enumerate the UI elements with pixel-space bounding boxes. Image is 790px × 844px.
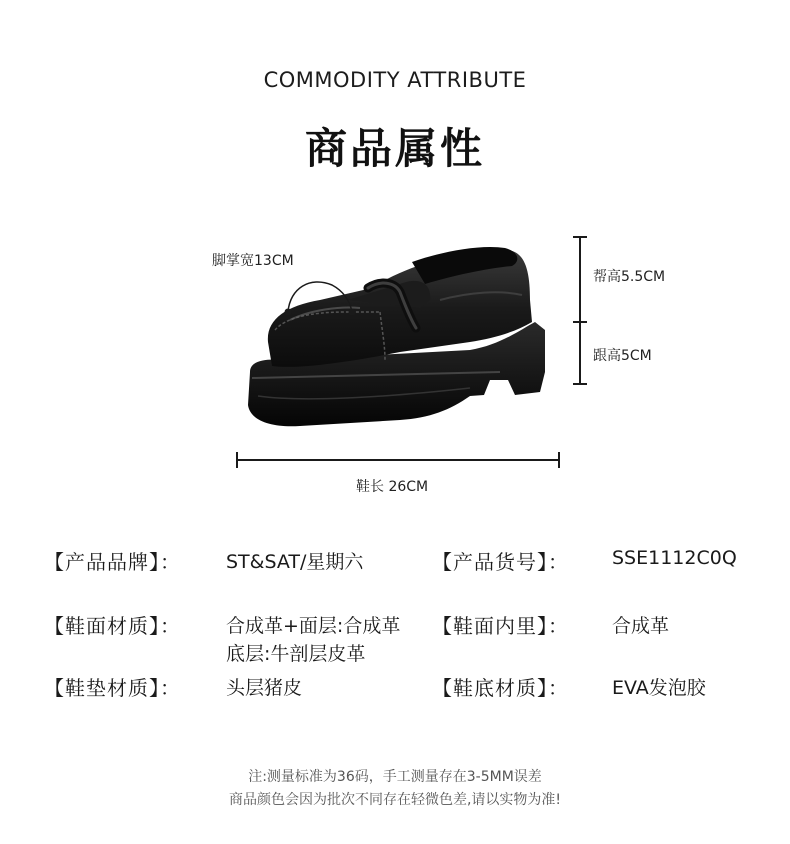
heel-height-label: 跟高5CM <box>593 348 652 364</box>
insole-label: 【鞋垫材质】： <box>44 676 181 700</box>
length-ruler <box>237 452 559 468</box>
forefoot-width-label: 脚掌宽13CM <box>212 253 294 269</box>
title-english: COMMODITY ATTRIBUTE <box>263 68 527 92</box>
upper-material-label: 【鞋面材质】： <box>44 614 181 638</box>
insole-value: 头层猪皮 <box>226 677 303 699</box>
shoe-length-label: 鞋长 26CM <box>356 479 429 495</box>
item-number-label: 【产品货号】： <box>432 550 569 574</box>
upper-material-value-line2: 底层:牛剖层皮革 <box>226 643 366 665</box>
title-chinese: 商品属性 <box>304 124 485 173</box>
color-note: 商品颜色会因为批次不同存在轻微色差,请以实物为准! <box>228 792 562 808</box>
brand-value: ST&SAT/星期六 <box>226 551 364 573</box>
upper-height-label: 帮高5.5CM <box>593 269 666 285</box>
lining-label: 【鞋面内里】： <box>432 614 569 638</box>
sole-value: EVA发泡胶 <box>612 677 706 699</box>
height-ruler <box>573 237 587 384</box>
measurement-note: 注:测量标准为36码，手工测量存在3-5MM误差 <box>248 769 542 785</box>
sole-label: 【鞋底材质】： <box>432 676 569 700</box>
upper-material-value-line1: 合成革+面层:合成革 <box>226 615 401 637</box>
brand-label: 【产品品牌】： <box>44 550 181 574</box>
lining-value: 合成革 <box>612 615 670 637</box>
item-number-value: SSE1112C0Q <box>612 547 737 569</box>
loafer-shoe-image <box>248 247 545 426</box>
